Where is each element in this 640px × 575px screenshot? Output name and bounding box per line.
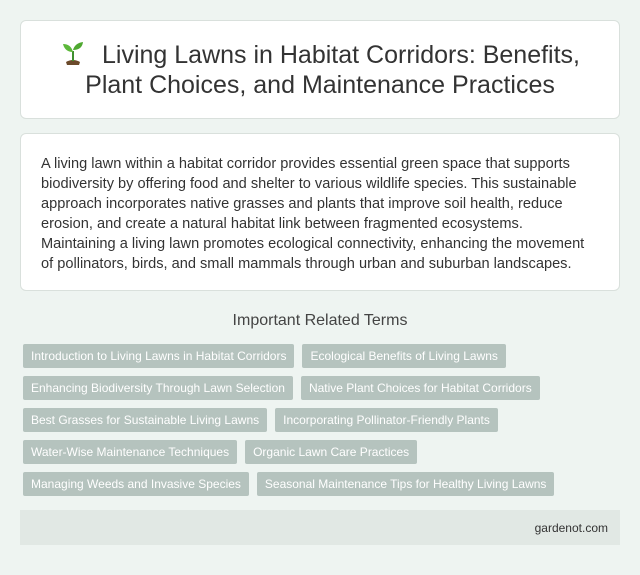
- footer: [20, 510, 620, 545]
- term-row: [23, 472, 623, 496]
- term-tag[interactable]: Ecological Benefits of Living Lawns: [302, 344, 505, 368]
- term-tag[interactable]: Best Grasses for Sustainable Living Lawns: [23, 408, 267, 432]
- term-tag[interactable]: Organic Lawn Care Practices: [245, 440, 417, 464]
- page-title: [60, 40, 580, 100]
- term-tag[interactable]: Seasonal Maintenance Tips for Healthy Living Lawns: [257, 472, 555, 496]
- term-row: [23, 440, 623, 464]
- term-tag[interactable]: Introduction to Living Lawns in Habitat Corridors: [23, 344, 294, 368]
- sprout-icon: [60, 40, 86, 66]
- term-row: [23, 376, 623, 400]
- term-tag[interactable]: Native Plant Choices for Habitat Corridors: [301, 376, 540, 400]
- intro-paragraph: A living lawn within a habitat corridor provides essential green space that supports biodiversity by offering food and shelter to various wildlife species. This sustainable approach incorporates native grasses and plants that improve soil health, reduce erosion, and create a natural habitat link between fragmented ecosystems. Maintaining a living lawn promotes ecological connectivity, enhancing the movement of pollinators, birds, and small mammals through urban and suburban landscapes.: [41, 156, 585, 272]
- term-row: [23, 344, 623, 368]
- footer-site-link[interactable]: gardenot.com: [534, 520, 608, 535]
- term-tag[interactable]: Enhancing Biodiversity Through Lawn Selection: [23, 376, 293, 400]
- term-tag[interactable]: Incorporating Pollinator-Friendly Plants: [275, 408, 498, 432]
- related-terms-heading: Important Related Terms: [232, 312, 408, 329]
- related-terms-list: [23, 344, 623, 504]
- term-row: [23, 408, 623, 432]
- intro-card: [20, 133, 620, 291]
- page-title-text: Living Lawns in Habitat Corridors: Benefits, Plant Choices, and Maintenance Practices: [85, 40, 581, 99]
- term-tag[interactable]: Managing Weeds and Invasive Species: [23, 472, 249, 496]
- term-tag[interactable]: Water-Wise Maintenance Techniques: [23, 440, 237, 464]
- title-card: [20, 20, 620, 119]
